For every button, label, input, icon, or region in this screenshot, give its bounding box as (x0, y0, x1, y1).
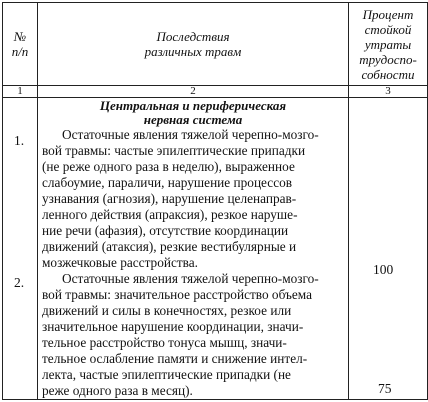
header-percent-line: собности (361, 66, 415, 82)
percent-cell (349, 98, 428, 400)
text-line: мозжечковые расстройства. (42, 255, 198, 270)
text-line: реже одного раза в месяц). (42, 383, 193, 398)
row-number: 2. (14, 275, 25, 290)
section-title-line: нервная система (143, 112, 243, 127)
text-line: слабоумие, параличи, нарушение процессов (42, 175, 293, 190)
text-line: ние речи (афазия), отсутствие координации (42, 223, 289, 238)
text-line: Остаточные явления тяжелой черепно-мозго- (62, 271, 319, 286)
section-title (38, 99, 348, 127)
text-line: движений и силы в конечностях, резкое или (42, 303, 292, 318)
column-number: 1 (3, 86, 38, 98)
percent-value: 75 (378, 381, 392, 396)
section-title-line: Центральная и периферическая (99, 98, 287, 113)
header-consequences-line: различных травм (144, 44, 242, 59)
header-percent-line: утраты (364, 36, 412, 52)
percent-value: 100 (373, 262, 394, 277)
header-row (3, 3, 428, 86)
text-line: тельное расстройство тонуса мышц, значи- (42, 335, 287, 350)
text-line: вой травмы: значительное расстройство объема (42, 287, 313, 302)
text-line: тельное ослабление памяти и снижение интел- (42, 351, 308, 366)
header-percent-line: трудоспо- (359, 51, 417, 67)
text-line: вой травмы: частые эпилептические припадки (42, 143, 306, 158)
column-number: 3 (349, 86, 428, 98)
text-line: (не реже одного раза в неделю), выраженное (42, 159, 295, 174)
text-line: узнавания (агнозия), нарушение целенаправ- (42, 191, 297, 206)
text-line: движений (атаксия), резкие вестибулярные и (42, 239, 297, 254)
row-number: 1. (14, 133, 25, 148)
column-number: 2 (38, 86, 349, 98)
header-percent-line: стойкой (364, 21, 412, 37)
row-1-text (38, 127, 348, 271)
header-percent (349, 3, 428, 86)
header-consequences (38, 3, 349, 86)
text-line: лекта, частые эпилептические припадки (не (42, 367, 291, 382)
text-line: Остаточные явления тяжелой черепно-мозго- (62, 127, 319, 142)
header-number (3, 3, 38, 86)
row-2-text (38, 271, 348, 399)
header-number-line: № (13, 29, 27, 44)
column-number-row (3, 86, 428, 98)
body-row (3, 98, 428, 400)
header-percent-line: Процент (362, 6, 414, 22)
trauma-table (2, 2, 428, 400)
text-line: значительное нарушение координации, значи- (42, 319, 304, 334)
description-cell (38, 98, 349, 400)
text-line: ленного действия (апраксия), резкое наруше- (42, 207, 298, 222)
header-number-line: п/п (11, 44, 29, 59)
header-consequences-line: Последствия (156, 29, 230, 44)
